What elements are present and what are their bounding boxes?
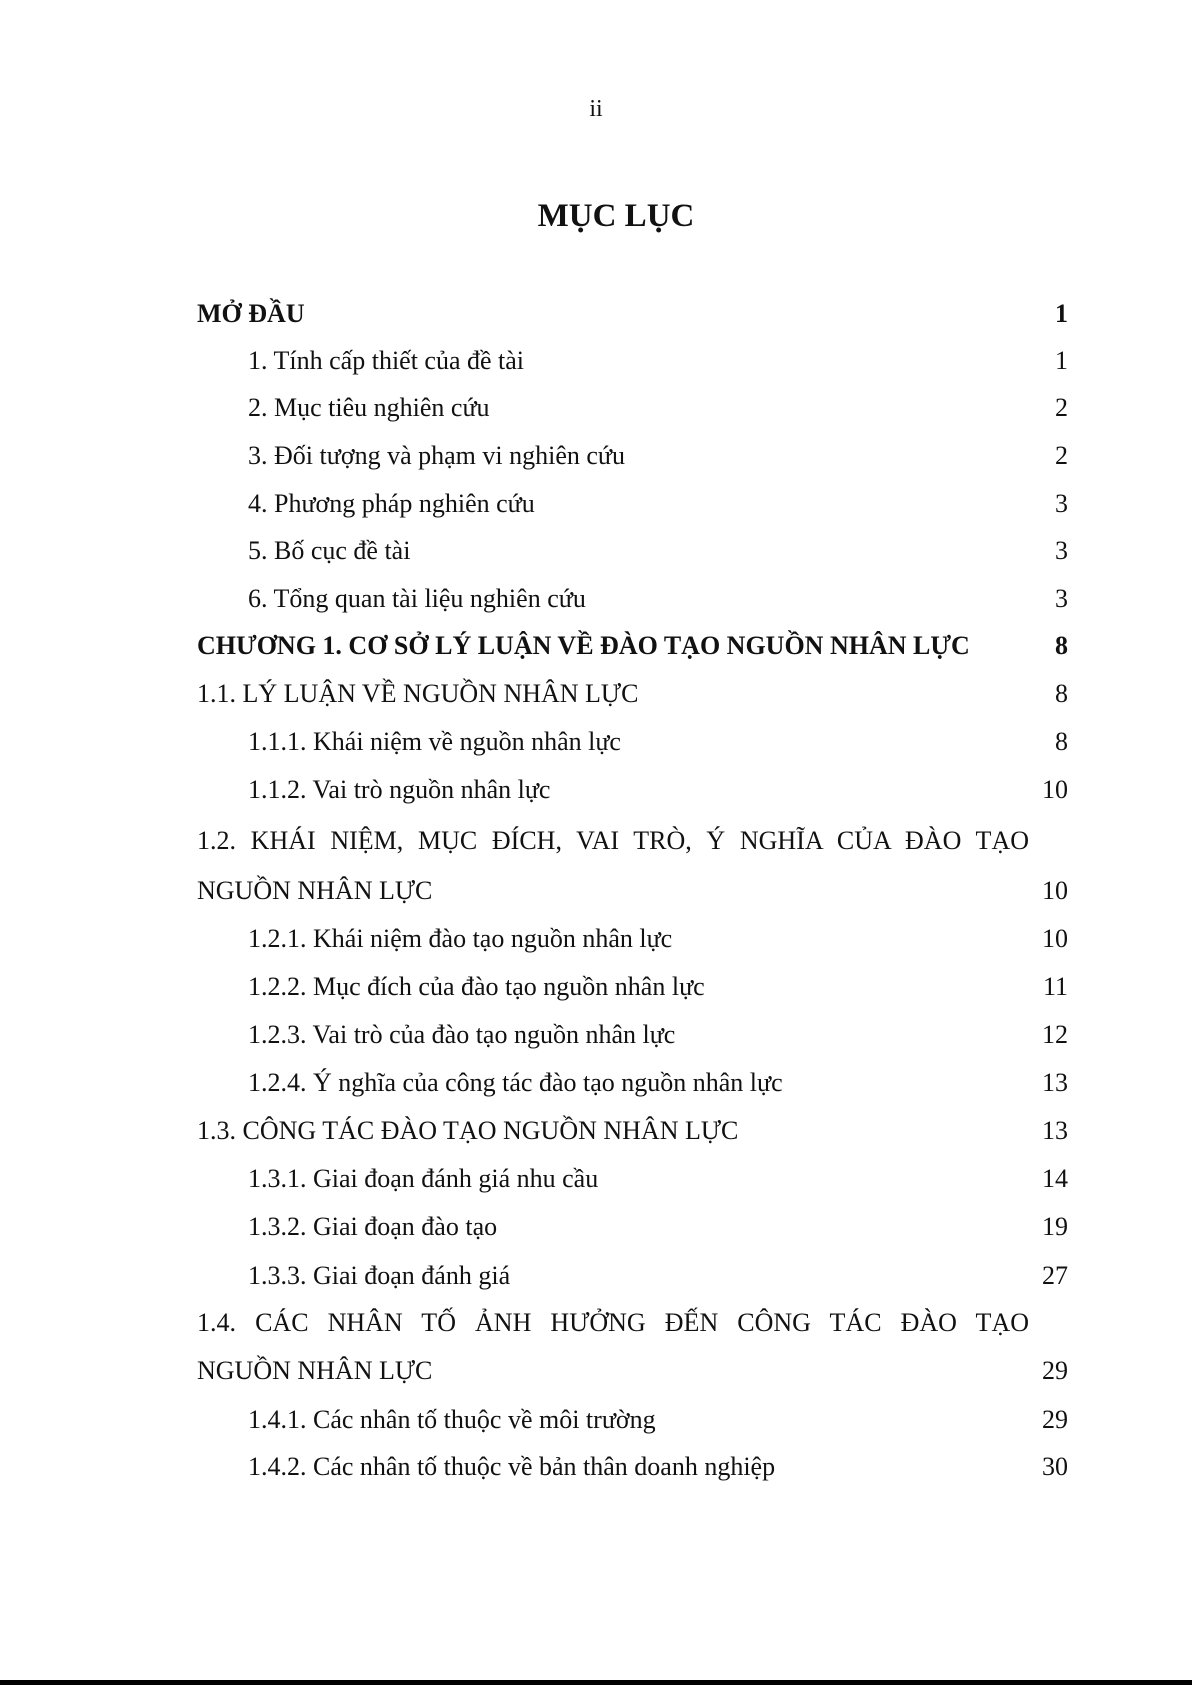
toc-entry-chapter-1[interactable] bbox=[0, 628, 1192, 664]
toc-entry-page: 2 bbox=[1055, 393, 1068, 422]
toc-entry-1-1-1[interactable] bbox=[0, 724, 1192, 760]
toc-entry-1-2[interactable] bbox=[0, 823, 1192, 859]
toc-entry-page: 2 bbox=[1055, 441, 1068, 470]
toc-entry-text: MỞ ĐẦU bbox=[197, 299, 305, 328]
toc-entry-text: 3. Đối tượng và phạm vi nghiên cứu bbox=[248, 441, 625, 470]
toc-entry-page: 10 bbox=[1042, 775, 1068, 804]
toc-entry-1-4[interactable] bbox=[0, 1305, 1192, 1341]
toc-entry-text: 1.3.2. Giai đoạn đào tạo bbox=[248, 1212, 498, 1241]
toc-entry-page: 8 bbox=[1055, 679, 1068, 708]
toc-entry-page: 13 bbox=[1042, 1116, 1068, 1145]
toc-entry-text: 1.2.2. Mục đích của đào tạo nguồn nhân lực bbox=[248, 972, 705, 1001]
toc-entry-text: 1. Tính cấp thiết của đề tài bbox=[248, 346, 525, 375]
bottom-rule bbox=[0, 1680, 1192, 1685]
toc-entry-page: 8 bbox=[1055, 631, 1068, 660]
toc-entry-1-1[interactable] bbox=[0, 676, 1192, 712]
toc-entry-text: 4. Phương pháp nghiên cứu bbox=[248, 489, 535, 518]
toc-entry-text: 2. Mục tiêu nghiên cứu bbox=[248, 393, 490, 422]
toc-entry-page: 13 bbox=[1042, 1068, 1068, 1097]
toc-entry-page: 11 bbox=[1042, 972, 1068, 1001]
page-number: ii bbox=[589, 96, 603, 122]
toc-entry-text: 1.4. CÁC NHÂN TỐ ẢNH HƯỞNG ĐẾN CÔNG TÁC ĐÀO TẠO bbox=[197, 1308, 1029, 1337]
toc-entry-5[interactable] bbox=[0, 533, 1192, 569]
toc-entry-page: 14 bbox=[1042, 1164, 1068, 1193]
toc-entry-text: NGUỒN NHÂN LỰC bbox=[197, 876, 433, 905]
toc-entry-text: 1.4.2. Các nhân tố thuộc về bản thân doanh nghiệp bbox=[248, 1452, 776, 1481]
toc-entry-page: 8 bbox=[1055, 727, 1068, 756]
toc-entry-page: 1 bbox=[1055, 299, 1068, 328]
toc-entry-text: 6. Tổng quan tài liệu nghiên cứu bbox=[248, 584, 586, 613]
toc-entry-page: 3 bbox=[1055, 584, 1068, 613]
toc-entry-page: 10 bbox=[1042, 924, 1068, 953]
toc-entry-text: NGUỒN NHÂN LỰC bbox=[197, 1356, 433, 1385]
toc-entry-1-3[interactable] bbox=[0, 1113, 1192, 1149]
toc-entry-text: 1.1. LÝ LUẬN VỀ NGUỒN NHÂN LỰC bbox=[197, 679, 639, 708]
toc-entry-text: 1.4.1. Các nhân tố thuộc về môi trường bbox=[248, 1405, 656, 1434]
toc-entry-text: 1.2.1. Khái niệm đào tạo nguồn nhân lực bbox=[248, 924, 673, 953]
toc-entry-text: 1.1.2. Vai trò nguồn nhân lực bbox=[248, 775, 551, 804]
toc-entry-1-4-1[interactable] bbox=[0, 1402, 1192, 1438]
toc-entry-page: 10 bbox=[1042, 876, 1068, 905]
toc-entry-page: 3 bbox=[1055, 536, 1068, 565]
toc-entry-text: CHƯƠNG 1. CƠ SỞ LÝ LUẬN VỀ ĐÀO TẠO NGUỒN NHÂN LỰC bbox=[197, 631, 970, 660]
toc-entry-1-1-2[interactable] bbox=[0, 772, 1192, 808]
toc-entry-1-2-2[interactable] bbox=[0, 969, 1192, 1005]
toc-entry-1[interactable] bbox=[0, 343, 1192, 379]
toc-entry-1-4-cont[interactable] bbox=[0, 1353, 1192, 1389]
toc-entry-1-3-2[interactable] bbox=[0, 1209, 1192, 1245]
toc-entry-1-3-1[interactable] bbox=[0, 1161, 1192, 1197]
toc-entry-page: 19 bbox=[1042, 1212, 1068, 1241]
toc-entry-1-2-3[interactable] bbox=[0, 1017, 1192, 1053]
toc-entry-text: 1.3. CÔNG TÁC ĐÀO TẠO NGUỒN NHÂN LỰC bbox=[197, 1116, 739, 1145]
toc-entry-text: 1.3.3. Giai đoạn đánh giá bbox=[248, 1261, 511, 1290]
toc-entry-1-3-3[interactable] bbox=[0, 1258, 1192, 1294]
toc-entry-text: 5. Bố cục đề tài bbox=[248, 536, 411, 565]
toc-entry-page: 1 bbox=[1055, 346, 1068, 375]
toc-entry-4[interactable] bbox=[0, 486, 1192, 522]
toc-entry-6[interactable] bbox=[0, 581, 1192, 617]
toc-entry-text: 1.1.1. Khái niệm về nguồn nhân lực bbox=[248, 727, 621, 756]
toc-entry-page: 30 bbox=[1042, 1452, 1068, 1481]
toc-entry-page: 12 bbox=[1042, 1020, 1068, 1049]
toc-entry-2[interactable] bbox=[0, 390, 1192, 426]
toc-entry-page: 3 bbox=[1055, 489, 1068, 518]
toc-entry-1-4-2[interactable] bbox=[0, 1449, 1192, 1485]
toc-entry-page: 29 bbox=[1042, 1356, 1068, 1385]
toc-entry-page: 29 bbox=[1042, 1405, 1068, 1434]
toc-entry-text: 1.2. KHÁI NIỆM, MỤC ĐÍCH, VAI TRÒ, Ý NGHĨA CỦA ĐÀO TẠO bbox=[197, 826, 1029, 855]
toc-entry-text: 1.2.4. Ý nghĩa của công tác đào tạo nguồn nhân lực bbox=[248, 1068, 783, 1097]
toc-entry-1-2-cont[interactable] bbox=[0, 873, 1192, 909]
toc-entry-1-2-1[interactable] bbox=[0, 921, 1192, 957]
toc-entry-1-2-4[interactable] bbox=[0, 1065, 1192, 1101]
toc-entry-page: 27 bbox=[1042, 1261, 1068, 1290]
toc-entry-mo-dau[interactable] bbox=[0, 296, 1192, 332]
toc-entry-3[interactable] bbox=[0, 438, 1192, 474]
toc-entry-text: 1.3.1. Giai đoạn đánh giá nhu cầu bbox=[248, 1164, 599, 1193]
toc-title: MỤC LỤC bbox=[537, 198, 695, 234]
toc-entry-text: 1.2.3. Vai trò của đào tạo nguồn nhân lực bbox=[248, 1020, 676, 1049]
